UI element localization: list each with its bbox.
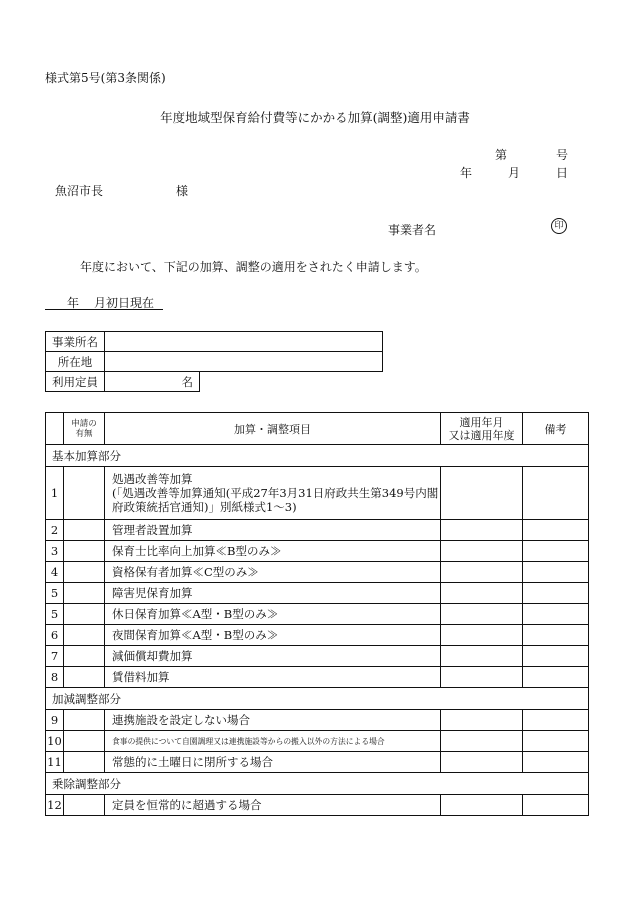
header-item: 加算・調整項目	[105, 413, 441, 445]
remarks-cell[interactable]	[523, 541, 589, 562]
year-cell[interactable]	[441, 604, 523, 625]
table-row	[46, 604, 589, 625]
remarks-cell[interactable]	[523, 583, 589, 604]
apply-cell[interactable]	[64, 604, 105, 625]
remarks-cell[interactable]	[523, 467, 589, 520]
row-item: 連携施設を設定しない場合	[105, 710, 441, 731]
header-apply: 申請の 有無	[64, 413, 105, 445]
apply-cell[interactable]	[64, 667, 105, 688]
document-title: 年度地域型保育給付費等にかかる加算(調整)適用申請書	[160, 110, 470, 125]
apply-cell[interactable]	[64, 795, 105, 816]
as-of-year: 年	[67, 296, 80, 310]
row-item: 資格保有者加算≪C型のみ≫	[105, 562, 441, 583]
remarks-cell[interactable]	[523, 795, 589, 816]
row-item: 休日保育加算≪A型・B型のみ≫	[105, 604, 441, 625]
remarks-cell[interactable]	[523, 667, 589, 688]
apply-cell[interactable]	[64, 541, 105, 562]
section-row	[46, 688, 589, 710]
row-number: 5	[46, 583, 64, 604]
table-row	[46, 583, 589, 604]
row-item: 障害児保育加算	[105, 583, 441, 604]
year-cell[interactable]	[441, 731, 523, 752]
table-row	[46, 752, 589, 773]
row-number: 2	[46, 520, 64, 541]
row-number: 11	[46, 752, 64, 773]
addressee-honorific: 様	[176, 184, 189, 198]
row-number: 3	[46, 541, 64, 562]
year-cell[interactable]	[441, 562, 523, 583]
section-row	[46, 773, 589, 795]
capacity-field[interactable]: 名	[105, 372, 200, 392]
year-cell[interactable]	[441, 467, 523, 520]
number-dai: 第	[495, 148, 508, 162]
as-of-month: 月初日現在	[94, 296, 155, 310]
row-number: 1	[46, 467, 64, 520]
facility-name-label: 事業所名	[46, 332, 105, 352]
row-item: 管理者設置加算	[105, 520, 441, 541]
as-of-underline	[45, 309, 163, 310]
year-cell[interactable]	[441, 667, 523, 688]
year-cell[interactable]	[441, 646, 523, 667]
year-cell[interactable]	[441, 625, 523, 646]
application-statement: 年度において、下記の加算、調整の適用をされたく申請します。	[80, 260, 427, 274]
apply-cell[interactable]	[64, 731, 105, 752]
table-row	[46, 795, 589, 816]
facility-address-label: 所在地	[46, 352, 105, 372]
date-day: 日	[556, 166, 569, 180]
table-row	[46, 731, 589, 752]
number-go: 号	[556, 148, 569, 162]
row-item: 賃借料加算	[105, 667, 441, 688]
row-item: 夜間保育加算≪A型・B型のみ≫	[105, 625, 441, 646]
table-row	[46, 625, 589, 646]
apply-cell[interactable]	[64, 520, 105, 541]
operator-label: 事業者名	[388, 223, 437, 237]
remarks-cell[interactable]	[523, 520, 589, 541]
section-title: 乗除調整部分	[46, 773, 589, 795]
facility-address-field[interactable]	[105, 352, 383, 372]
application-items-table	[45, 412, 589, 816]
section-title: 加減調整部分	[46, 688, 589, 710]
addressee-name: 魚沼市長	[55, 184, 104, 198]
row-number: 8	[46, 667, 64, 688]
row-item: 常態的に土曜日に閉所する場合	[105, 752, 441, 773]
table-row	[46, 710, 589, 731]
row-number: 10	[46, 731, 64, 752]
row-item: 減価償却費加算	[105, 646, 441, 667]
remarks-cell[interactable]	[523, 604, 589, 625]
year-cell[interactable]	[441, 520, 523, 541]
seal-icon: 印	[551, 218, 567, 234]
apply-cell[interactable]	[64, 646, 105, 667]
apply-cell[interactable]	[64, 467, 105, 520]
apply-cell[interactable]	[64, 752, 105, 773]
row-item: 定員を恒常的に超過する場合	[105, 795, 441, 816]
row-item: 処遇改善等加算 (「処遇改善等加算通知(平成27年3月31日府政共生第349号内閣 府政策統括官通知)」別紙様式1～3)	[105, 467, 441, 520]
remarks-cell[interactable]	[523, 752, 589, 773]
year-cell[interactable]	[441, 583, 523, 604]
row-number: 6	[46, 625, 64, 646]
form-number: 様式第5号(第3条関係)	[45, 71, 166, 85]
remarks-cell[interactable]	[523, 646, 589, 667]
apply-cell[interactable]	[64, 625, 105, 646]
table-row	[46, 467, 589, 520]
year-cell[interactable]	[441, 541, 523, 562]
year-cell[interactable]	[441, 795, 523, 816]
section-title: 基本加算部分	[46, 445, 589, 467]
header-remarks: 備考	[523, 413, 589, 445]
table-row	[46, 541, 589, 562]
facility-name-field[interactable]	[105, 332, 383, 352]
table-header-row	[46, 413, 589, 445]
table-row	[46, 667, 589, 688]
row-number: 4	[46, 562, 64, 583]
facility-row	[46, 332, 383, 352]
table-row	[46, 562, 589, 583]
year-cell[interactable]	[441, 710, 523, 731]
year-cell[interactable]	[441, 752, 523, 773]
table-row	[46, 520, 589, 541]
apply-cell[interactable]	[64, 583, 105, 604]
remarks-cell[interactable]	[523, 710, 589, 731]
remarks-cell[interactable]	[523, 562, 589, 583]
header-number	[46, 413, 64, 445]
row-item: 保育士比率向上加算≪B型のみ≫	[105, 541, 441, 562]
row-number: 5	[46, 604, 64, 625]
date-month: 月	[508, 166, 521, 180]
header-year: 適用年月 又は適用年度	[441, 413, 523, 445]
capacity-label: 利用定員	[46, 372, 105, 392]
facility-row	[46, 352, 383, 372]
apply-cell[interactable]	[64, 710, 105, 731]
facility-row	[46, 372, 383, 392]
table-row	[46, 646, 589, 667]
remarks-cell[interactable]	[523, 731, 589, 752]
row-number: 9	[46, 710, 64, 731]
row-number: 7	[46, 646, 64, 667]
apply-cell[interactable]	[64, 562, 105, 583]
row-item: 食事の提供について自園調理又は連携施設等からの搬入以外の方法による場合	[105, 731, 441, 752]
section-row	[46, 445, 589, 467]
row-number: 12	[46, 795, 64, 816]
remarks-cell[interactable]	[523, 625, 589, 646]
date-year: 年	[460, 166, 473, 180]
facility-table	[45, 331, 383, 392]
capacity-spacer	[200, 372, 383, 392]
